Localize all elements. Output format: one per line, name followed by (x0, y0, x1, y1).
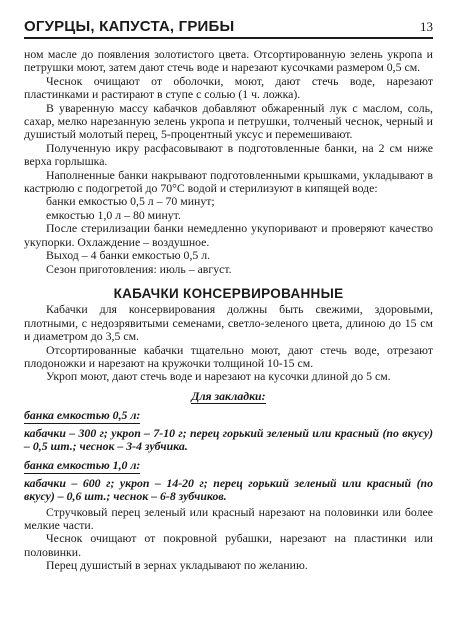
jar-label (24, 459, 433, 472)
jar-label-text: банка емкостью 0,5 л: (24, 408, 141, 423)
section-heading: КАБАЧКИ КОНСЕРВИРОВАННЫЕ (113, 285, 344, 301)
paragraph: емкостью 1,0 л – 80 минут. (46, 207, 181, 222)
paragraph: Выход – 4 банки емкостью 0,5 л. (46, 248, 211, 263)
paragraph: Кабачки для консервирования должны быть свежими, здоровыми, плотными, с недозрявитыми семенами, светло-зеленого цвета, длиною до 15 см и диаметром до 3,5 см. (24, 302, 433, 344)
jar-label (24, 409, 433, 422)
ingredients-list: кабачки – 300 г; укроп – 7-10 г; перец горький зеленый или красный (по вкусу) – 0,5 шт.; чеснок – 3-4 зубчика. (24, 425, 433, 453)
paragraph: Наполненные банки накрывают подготовленными крышками, укладывают в кастрюлю с подогретой до 70°С водой и стерилизуют в кипящей воде: (24, 167, 433, 196)
sub-heading-text: Для закладки: (191, 388, 266, 403)
paragraph: Укроп моют, дают стечь воде и нарезают на кусочки длиной до 5 см. (46, 369, 391, 384)
jar-label-text: банка емкостью 1,0 л: (24, 458, 141, 473)
paragraph: Отсортированные кабачки тщательно моют, дают стечь воде, отрезают плодоножки и нарезают на кружочки толщиной 10-15 см. (24, 342, 433, 370)
ingredients-list: кабачки – 600 г; укроп – 14-20 г; перец горький зеленый или красный (по вкусу) – 0,6 шт.; чеснок – 6-8 зубчиков. (24, 475, 433, 504)
running-header (24, 18, 433, 39)
paragraph: Стручковый перец зеленый или красный нарезают на половинки или более мелкие части. (24, 504, 433, 532)
paragraph: В уваренную массу кабачков добавляют обжаренный лук с маслом, соль, сахар, мелко нарезанную зелень укропа и петрушки, толченый чеснок, черный и душистый молотый перец, 5-процентный уксус и перемешивают. (24, 100, 433, 142)
page-number: 13 (420, 19, 433, 34)
running-title: ОГУРЦЫ, КАПУСТА, ГРИБЫ (24, 18, 235, 35)
body-text (24, 48, 433, 573)
paragraph: После стерилизации банки немедленно укупоривают и проверяют качество укупорки. Охлаждение – воздушное. (24, 221, 433, 249)
paragraph: ном масле до появления золотистого цвета. Отсортированную зелень укропа и петрушки моют, затем дают стечь воде и нарезают кусочками размером 0,5 см. (24, 47, 433, 75)
sub-heading (24, 390, 433, 403)
paragraph: банки емкостью 0,5 л – 70 минут; (46, 194, 215, 209)
paragraph: Перец душистый в зернах укладывают по желанию. (46, 558, 308, 573)
paragraph: Полученную икру расфасовывают в подготовленные банки, на 2 см ниже верха горлышка. (24, 140, 433, 169)
paragraph: Чеснок очищают от покровной рубашки, нарезают на пластинки или половинки. (24, 531, 433, 559)
paragraph: Сезон приготовления: июль – август. (46, 261, 232, 276)
paragraph: Чеснок очищают от оболочки, моют, дают стечь воде, нарезают пластинками и растирают в ступе с солью (1 ч. ложка). (24, 73, 433, 102)
